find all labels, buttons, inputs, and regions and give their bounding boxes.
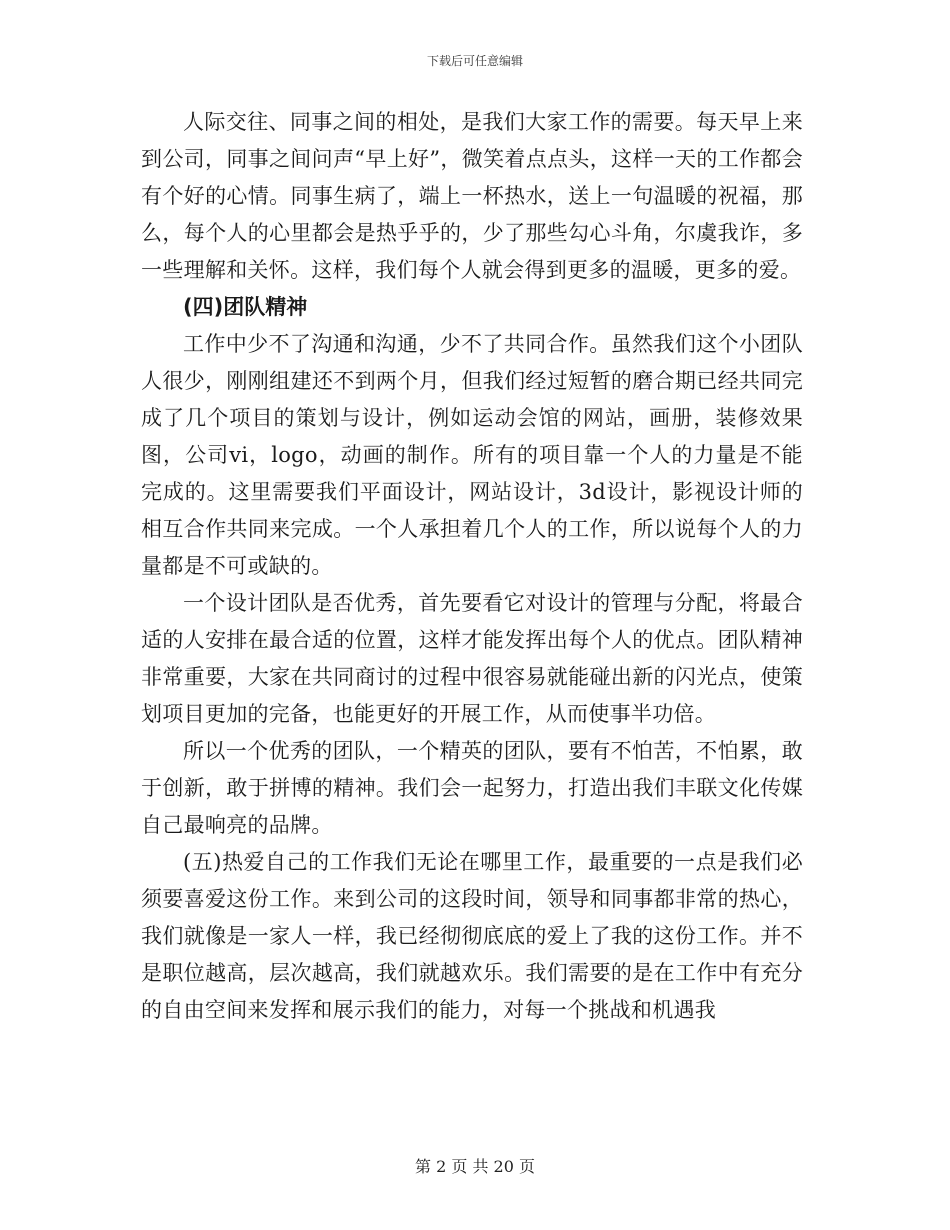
paragraph-cooperation: 工作中少不了沟通和沟通，少不了共同合作。虽然我们这个小团队人很少，刚刚组建还不到两个月，但我们经过短暂的磨合期已经共同完成了几个项目的策划与设计，例如运动会馆的网站，画册，装修效果图，公司vi，logo，动画的制作。所有的项目靠一个人的力量是不能完成的。这里需要我们平面设计，网站设计，3d设计，影视设计师的相互合作共同来完成。一个人承担着几个人的工作，所以说每个人的力量都是不可或缺的。 (141, 332, 803, 578)
document-body (141, 104, 803, 1029)
section-heading-team-spirit: (四)团队精神 (183, 295, 308, 319)
paragraph-love-work: (五)热爱自己的工作我们无论在哪里工作，最重要的一点是我们必须要喜爱这份工作。来到公司的这段时间，领导和同事都非常的热心，我们就像是一家人一样，我已经彻彻底底的爱上了我的这份工作。并不是职位越高，层次越高，我们就越欢乐。我们需要的是在工作中有充分的自由空间来发挥和展示我们的能力，对每一个挑战和机遇我 (141, 850, 803, 1022)
paragraph-excellent-team: 所以一个优秀的团队，一个精英的团队，要有不怕苦，不怕累，敢于创新，敢于拼博的精神。我们会一起努力，打造出我们丰联文化传媒自己最响亮的品牌。 (141, 739, 803, 837)
page-number-footer: 第 2 页 共 20 页 (415, 1157, 535, 1176)
paragraph-interpersonal: 人际交往、同事之间的相处，是我们大家工作的需要。每天早上来到公司，同事之间问声“早上好”，微笑着点点头，这样一天的工作都会有个好的心情。同事生病了，端上一杯热水，送上一句温暖的祝福，那么，每个人的心里都会是热乎乎的，少了那些勾心斗角，尔虞我诈，多一些理解和关怀。这样，我们每个人就会得到更多的温暖，更多的爱。 (141, 110, 803, 282)
paragraph-design-team: 一个设计团队是否优秀，首先要看它对设计的管理与分配，将最合适的人安排在最合适的位置，这样才能发挥出每个人的优点。团队精神非常重要，大家在共同商讨的过程中很容易就能碰出新的闪光点，使策划项目更加的完备，也能更好的开展工作，从而使事半功倍。 (141, 591, 803, 726)
page-header: 下载后可任意编辑 (426, 54, 523, 68)
